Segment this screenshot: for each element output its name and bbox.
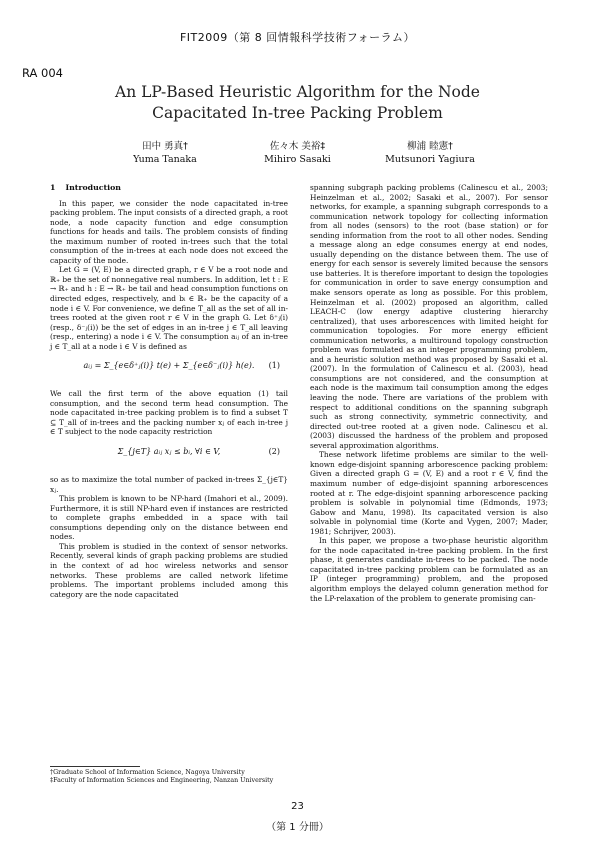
equation-1 — [50, 355, 288, 383]
title-line-1: An LP-Based Heuristic Algorithm for the Node — [115, 83, 480, 101]
footnote-2: ‡Faculty of Information Sciences and Engineering, Nanzan University — [50, 777, 274, 784]
author-name-en: Yuma Tanaka — [133, 154, 197, 165]
paragraph: so as to maximize the total number of packed in-trees Σ_{j∈T} xⱼ. — [50, 475, 288, 494]
paragraph: This problem is known to be NP-hard (Imahori et al., 2009). Furthermore, it is still NP-hard even if instances are restricted to complete graphs embedded in a space with tail consumptions depending only on the distance between end nodes. — [50, 494, 288, 542]
footnote-1: †Graduate School of Information Science, Nagoya University — [50, 769, 245, 776]
equation-body: aᵢⱼ = Σ_{e∈δ⁺ⱼ(i)} t(e) + Σ_{e∈δ⁻ⱼ(i)} h(e). — [83, 361, 255, 371]
author-1 — [100, 140, 230, 166]
author-name-jp: 柳浦 睦憲† — [407, 141, 453, 152]
author-3 — [365, 140, 495, 166]
paper-title — [60, 82, 535, 124]
title-line-2: Capacitated In-tree Packing Problem — [152, 104, 443, 122]
author-name-jp: 田中 勇真† — [142, 141, 188, 152]
paragraph: spanning subgraph packing problems (Calinescu et al., 2003; Heinzelman et al., 2002; Sasaki et al., 2007). For sensor networks, for example, a spanning subgraph corresponds to a communication network topology for collecting information from all nodes (sensors) to the root (base station) or for sending information from the root to all other nodes. Sending a message along an edge consumes energy at end nodes, usually depending on the distance between them. The use of energy for each sensor is severely limited because the sensors use batteries. It is therefore important to design the topologies for communication in order to save energy consumption and make sensors operate as long as possible. For this problem, Heinzelman et al. (2002) proposed an algorithm, called LEACH-C (low energy adaptive clustering hierarchy centralized), that uses arborescences with limited height for communication topologies. For more energy efficient communication networks, a multiround topology construction problem was formulated as an integer programming problem, and a heuristic solution method was proposed by Sasaki et al. (2007). In the formulation of Calinescu et al. (2003), head consumptions are not considered, and the consumption at each node is the maximum tail consumption among the edges leaving the node. There are variations of the problem with respect to additional conditions on the spanning subgraph such as strong connectivity, symmetric connectivity, and directed out-tree rooted at a given node. Calinescu et al. (2003) discussed the hardness of the problem and proposed several approximation algorithms. — [310, 183, 548, 450]
equation-number: (1) — [268, 361, 280, 371]
paragraph: These network lifetime problems are similar to the well-known edge-disjoint spanning arborescence packing problem: Given a directed graph G = (V, E) and a root r ∈ V, find the maximum number of edge-disjoint spanning arborescences rooted at r. The edge-disjoint spanning arborescence packing problem is solvable in polynomial time (Edmonds, 1973; Gabow and Manu, 1998). Its capacitated version is also solvable in polynomial time (Korte and Vygen, 2007; Mader, 1981; Schrijver, 2003). — [310, 450, 548, 536]
equation-number: (2) — [268, 447, 280, 457]
equation-2 — [50, 441, 288, 469]
left-column — [50, 183, 288, 599]
paragraph: This problem is studied in the context of sensor networks. Recently, several kinds of graph packing problems are studied in the context of ad hoc wireless networks and sensor networks. These problems are called network lifetime problems. The important problems included among this category are the node capacitated — [50, 541, 288, 599]
paper-code: RA 004 — [22, 66, 63, 80]
author-name-jp: 佐々木 美裕‡ — [269, 141, 326, 152]
equation-body: Σ_{j∈T} aᵢⱼ xⱼ ≤ bᵢ, ∀i ∈ V, — [117, 447, 221, 457]
page-number: 23 — [291, 801, 304, 812]
author-list — [100, 140, 495, 166]
author-2 — [233, 140, 363, 166]
author-name-en: Mihiro Sasaki — [264, 154, 331, 165]
section-number: 1 — [50, 183, 56, 192]
paragraph: We call the first term of the above equation (1) tail consumption, and the second term head consumption. The node capacitated in-tree packing problem is to find a subset T ⊆ T_all of in-trees and the packing number xⱼ of each in-tree j ∈ T subject to the node capacity restriction — [50, 389, 288, 437]
paragraph: In this paper, we propose a two-phase heuristic algorithm for the node capacitated in-tree packing problem. In the first phase, it generates candidate in-trees to be packed. The node capacitated in-tree packing problem can be formulated as an IP (integer programming) problem, and the proposed algorithm employs the delayed column generation method for the LP-relaxation of the problem to generate promising can- — [310, 536, 548, 603]
right-column — [310, 183, 548, 603]
volume-label: （第 1 分冊） — [266, 822, 329, 833]
paragraph: Let G = (V, E) be a directed graph, r ∈ V be a root node and ℝ₊ be the set of nonnegative real numbers. In addition, let t : E → ℝ₊ and h : E → ℝ₊ be tail and head consumption functions on directed edges, respectively, and bᵢ ∈ ℝ₊ be the capacity of a node i ∈ V. For convenience, we define T_all as the set of all in-trees rooted at the given root r ∈ V in the graph G. Let δ⁺ⱼ(i) (resp., δ⁻ⱼ(i)) be the set of edges in an in-tree j ∈ T_all leaving (resp., entering) a node i ∈ V. The consumption aᵢⱼ of an in-tree j ∈ T_all at a node i ∈ V is defined as — [50, 265, 288, 351]
paragraph: In this paper, we consider the node capacitated in-tree packing problem. The input consists of a directed graph, a root node, a node capacity function and edge consumption functions for heads and tails. The problem consists of finding the maximum number of rooted in-trees such that the total consumption of the in-trees at each node does not exceed the capacity of the node. — [50, 198, 288, 265]
section-title: Introduction — [65, 183, 121, 192]
footnote-rule — [50, 766, 140, 767]
conference-header: FIT2009（第 8 回情報科学技術フォーラム） — [179, 31, 416, 44]
author-name-en: Mutsunori Yagiura — [385, 154, 475, 165]
section-heading — [50, 183, 288, 193]
